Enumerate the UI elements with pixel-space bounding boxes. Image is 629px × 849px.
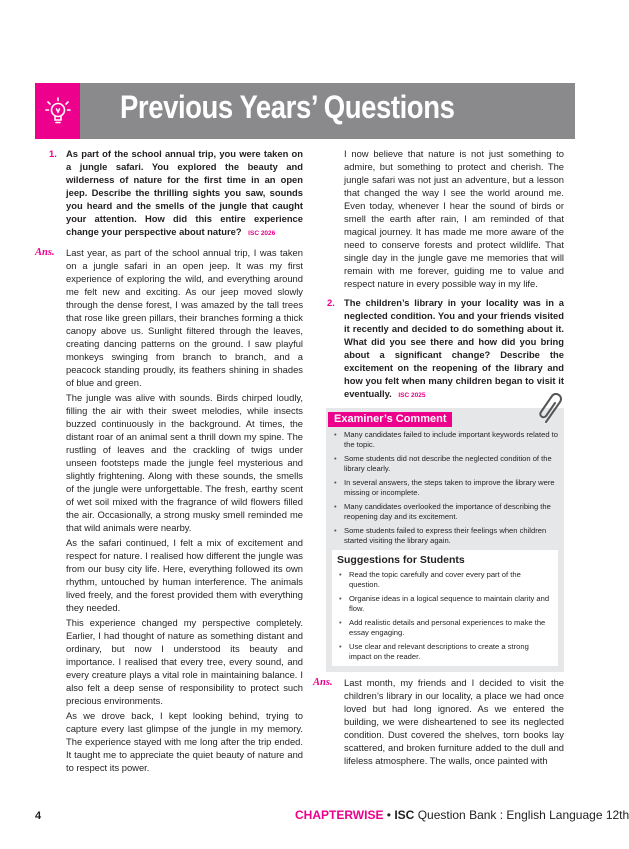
list-item: • Many candidates failed to include important keywords related to the topic. bbox=[334, 430, 559, 449]
list-item: • Some students did not describe the neglected condition of the library clearly. bbox=[334, 454, 552, 473]
lightbulb-icon bbox=[43, 95, 73, 127]
question-1 bbox=[35, 147, 303, 240]
page-number: 4 bbox=[35, 810, 42, 822]
footer-bullet: • bbox=[386, 808, 391, 822]
paperclip-icon bbox=[538, 392, 568, 426]
answer-paragraph: Last month, my friends and I decided to visit the children’s library in our locality, a place we had once loved but had long ignored. As we entered the building, we were disheartened to see its neglected condition. Dust covered the shelves, torn books lay scattered, and broken furniture added to the dull and lifeless atmosphere. The walls, once painted with bbox=[344, 677, 564, 766]
answer-paragraph: The jungle was alive with sounds. Birds chirped loudly, filling the air with their sweet melodies, while insects buzzed continuously in the background. At times, the distant roar of an animal sent a thrill down my spine. The rustling of leaves and the crackling of twigs under unseen footsteps made the jungle feel mysterious and slightly frightening. Along with these sounds, the smells of the jungle were unforgettable. The fresh, earthy scent of wet soil mixed with the fragrance of wild flowers filled the air. Occasionally, a strong musky smell reminded me that wild animals were nearby. bbox=[66, 392, 303, 533]
answer-continuation: I now believe that nature is not just something to admire, but something to protect and cherish. The jungle safari was not just an adventure, but a lesson that changed the way I see the world around me. Even today, whenever I hear the sound of birds or smell the earth after rain, I am reminded of that magical journey. It has made me more aware of the need to conserve forests and protect wildlife. That single day in the jungle gave me memories that will remain with me forever, guiding me to value and respect nature in every possible way in my life. bbox=[344, 148, 564, 289]
answer-label: Ans. bbox=[313, 677, 333, 688]
year-tag: ISC 2025 bbox=[398, 392, 426, 399]
list-item: • Many candidates overlooked the importance of describing the reopening day and its excitement. bbox=[334, 502, 551, 521]
header-icon-box bbox=[35, 83, 80, 139]
answer-paragraph: Last year, as part of the school annual trip, I was taken on a jungle safari in an open jeep. It was my first experience of exploring the wild, and everything around me felt new and exciting. As our jeep moved slowly through the dense forest, I was amazed by the tall trees that rose like green pillars, their branches forming a thick canopy above us. Sunlight filtered through the leaves, creating dancing patterns on the ground. I saw playful monkeys swinging from branch to branch, and a peacock standing proudly, its feathers shining in shades of blue and green. bbox=[66, 247, 303, 388]
page-title: Previous Years’ Questions bbox=[120, 89, 455, 125]
right-column bbox=[313, 147, 564, 767]
examiner-comment-title: Examiner’s Comment bbox=[328, 412, 452, 427]
answer-paragraph: As we drove back, I kept looking behind, trying to capture every last glimpse of the jungle in my memory. The experience stayed with me long after the trip ended. It taught me to appreciate the quiet beauty of nature and to respect its power. bbox=[66, 710, 303, 773]
footer-title bbox=[295, 808, 629, 822]
question-number: 2. bbox=[327, 297, 335, 308]
question-number: 1. bbox=[49, 148, 57, 159]
answer-paragraph: This experience changed my perspective completely. Earlier, I had thought of nature as something distant and ordinary, but now I understood its beauty and importance. I realised that every tree, every sound, and every creature plays a vital role in maintaining balance. I also felt a deep sense of responsibility to protect such precious environments. bbox=[66, 617, 303, 706]
list-item: • Use clear and relevant descriptions to create a strong impact on the reader. bbox=[339, 642, 529, 661]
answer-2 bbox=[313, 676, 564, 767]
footer-rest: Question Bank : English Language 12th bbox=[417, 808, 629, 822]
list-item: • Add realistic details and personal experiences to make the essay engaging. bbox=[339, 618, 546, 637]
suggestions-box bbox=[332, 550, 558, 666]
list-item: • Organise ideas in a logical sequence to maintain clarity and flow. bbox=[339, 594, 550, 613]
list-item: • In several answers, the steps taken to improve the library were missing or incomplete. bbox=[334, 478, 555, 497]
list-item: • Some students failed to express their feelings when children started visiting the library again. bbox=[334, 526, 547, 545]
answer-paragraph: As the safari continued, I felt a mix of excitement and respect for nature. I realised how different the jungle was from our busy city life. Here, everything followed its own rhythm, untouched by human interference. The animals lived freely, and the forest provided them with everything they needed. bbox=[66, 537, 303, 613]
answer-label: Ans. bbox=[35, 247, 55, 258]
suggestions-title: Suggestions for Students bbox=[337, 554, 465, 566]
footer-brand: CHAPTERWISE bbox=[295, 808, 384, 822]
question-2 bbox=[313, 296, 564, 402]
answer-1 bbox=[35, 246, 303, 774]
examiner-comment-list bbox=[332, 430, 558, 546]
year-tag: ISC 2026 bbox=[248, 230, 276, 237]
footer-isc: ISC bbox=[394, 808, 415, 822]
question-text: The children’s library in your locality was in a neglected condition. You and your friends visited it recently and decided to do something about it. What did you see there and how did you bring about a significant change? Describe the excitement on the reopening of the library and how you felt when many children began to visit it eventually. bbox=[344, 297, 564, 399]
examiner-comment-box bbox=[326, 408, 564, 672]
left-column bbox=[35, 147, 303, 774]
question-text: As part of the school annual trip, you were taken on a jungle safari. You explored the beauty and wilderness of nature for the first time in an open jeep. Describe the thrilling sights you saw, sounds you heard and the smells of the jungle that caught your attention. How did this entire experience change your perspective about nature? bbox=[66, 148, 303, 237]
suggestions-list bbox=[337, 570, 553, 662]
list-item: • Read the topic carefully and cover every part of the question. bbox=[339, 570, 521, 589]
